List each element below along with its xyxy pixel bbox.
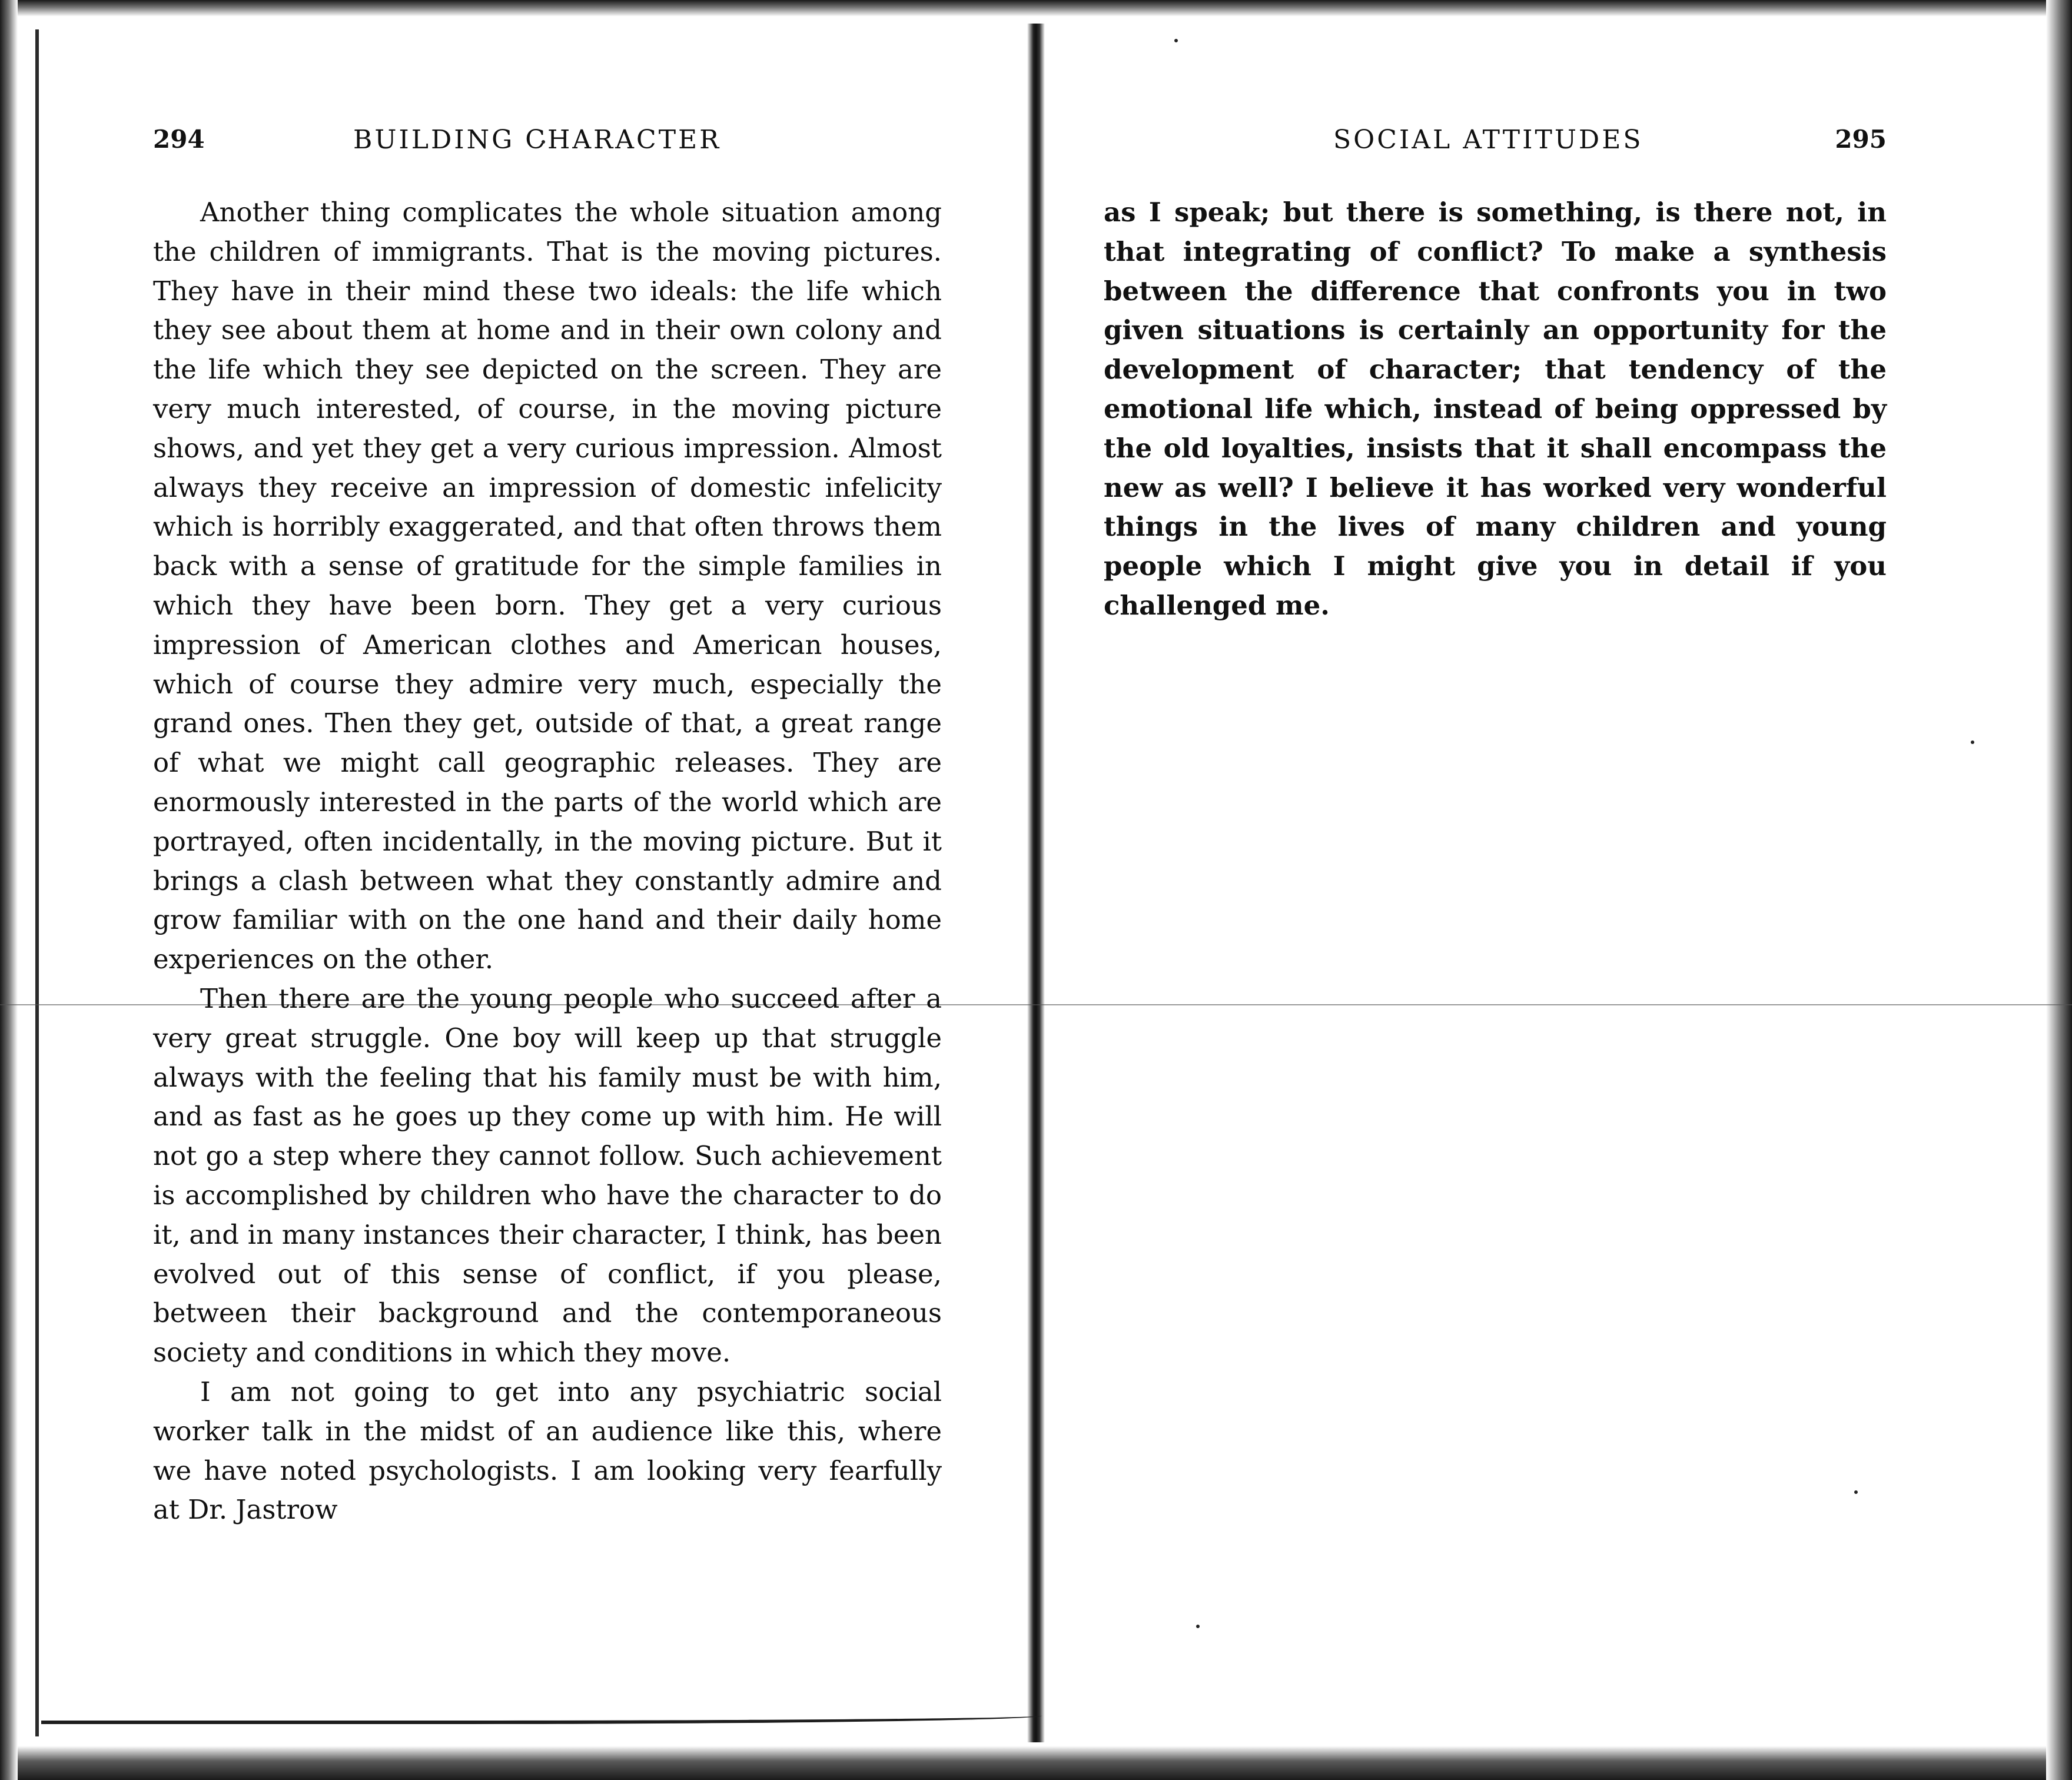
running-head	[153, 125, 942, 166]
body-text	[153, 193, 942, 1530]
scan-speck	[1854, 1490, 1858, 1494]
body-text	[1104, 193, 1887, 626]
paragraph: Another thing complicates the whole situation among the children of immigrants. That is the moving pictures. They have in their mind these two ideals: the life which they see about them at home and in their own colony and the life which they see depicted on the screen. They are very much interested, of course, in the moving picture shows, and yet they get a very curious impression. Almost always they receive an impression of domestic infelicity which is horribly exaggerated, and that often throws them back with a sense of gratitude for the simple families in which they have been born. They get a very curious impression of American clothes and American houses, which of course they admire very much, especially the grand ones. Then they get, outside of that, a great range of what we might call geographic releases. They are enormously interested in the parts of the world which are portrayed, often incidentally, in the moving picture. But it brings a clash between what they constantly admire and grow familiar with on the one hand and their daily home experiences on the other.	[153, 197, 942, 975]
page-border	[35, 29, 39, 1736]
paragraph: Then there are the young people who succeed after a very great struggle. One boy will keep up that struggle always with the feeling that his family must be with him, and as fast as he goes up they come up with him. He will not go a step where they cannot follow. Such achievement is accomplished by children who have the character to do it, and in many instances their character, I think, has been evolved out of this sense of conflict, if you please, between their background and the contemporaneous society and conditions in which they move.	[153, 982, 942, 1369]
book-edge-top	[0, 0, 2072, 16]
paragraph: I am not going to get into any psychiatric social worker talk in the midst of an audience like this, where we have noted psychologists. I am looking very fearfully at Dr. Jastrow	[153, 1376, 942, 1526]
scan-speck	[1196, 1625, 1200, 1628]
running-head	[1104, 125, 1887, 166]
page-number: 295	[1835, 125, 1887, 154]
scan-speck	[1971, 740, 1974, 744]
running-head-title: BUILDING CHARACTER	[353, 125, 722, 155]
paragraph: as I speak; but there is something, is there not, in that integrating of conflict? To make a synthesis between the difference that confronts you in two given situations is certainly an opportunity for the development of character; that tendency of the emotional life which, instead of being oppressed by the old loyalties, insists that it shall encompass the new as well? I believe it has worked very wonderful things in the lives of many children and young people which I might give you in detail if you challenged me.	[1104, 197, 1887, 621]
book-gutter	[1027, 24, 1045, 1742]
book-edge-left	[0, 0, 18, 1780]
book-edge-right	[2046, 0, 2072, 1780]
scan-speck	[1174, 39, 1178, 42]
page-number: 294	[153, 125, 205, 154]
page-curl	[41, 1710, 1042, 1724]
book-edge-bottom	[0, 1746, 2072, 1780]
running-head-title: SOCIAL ATTITUDES	[1333, 125, 1643, 155]
